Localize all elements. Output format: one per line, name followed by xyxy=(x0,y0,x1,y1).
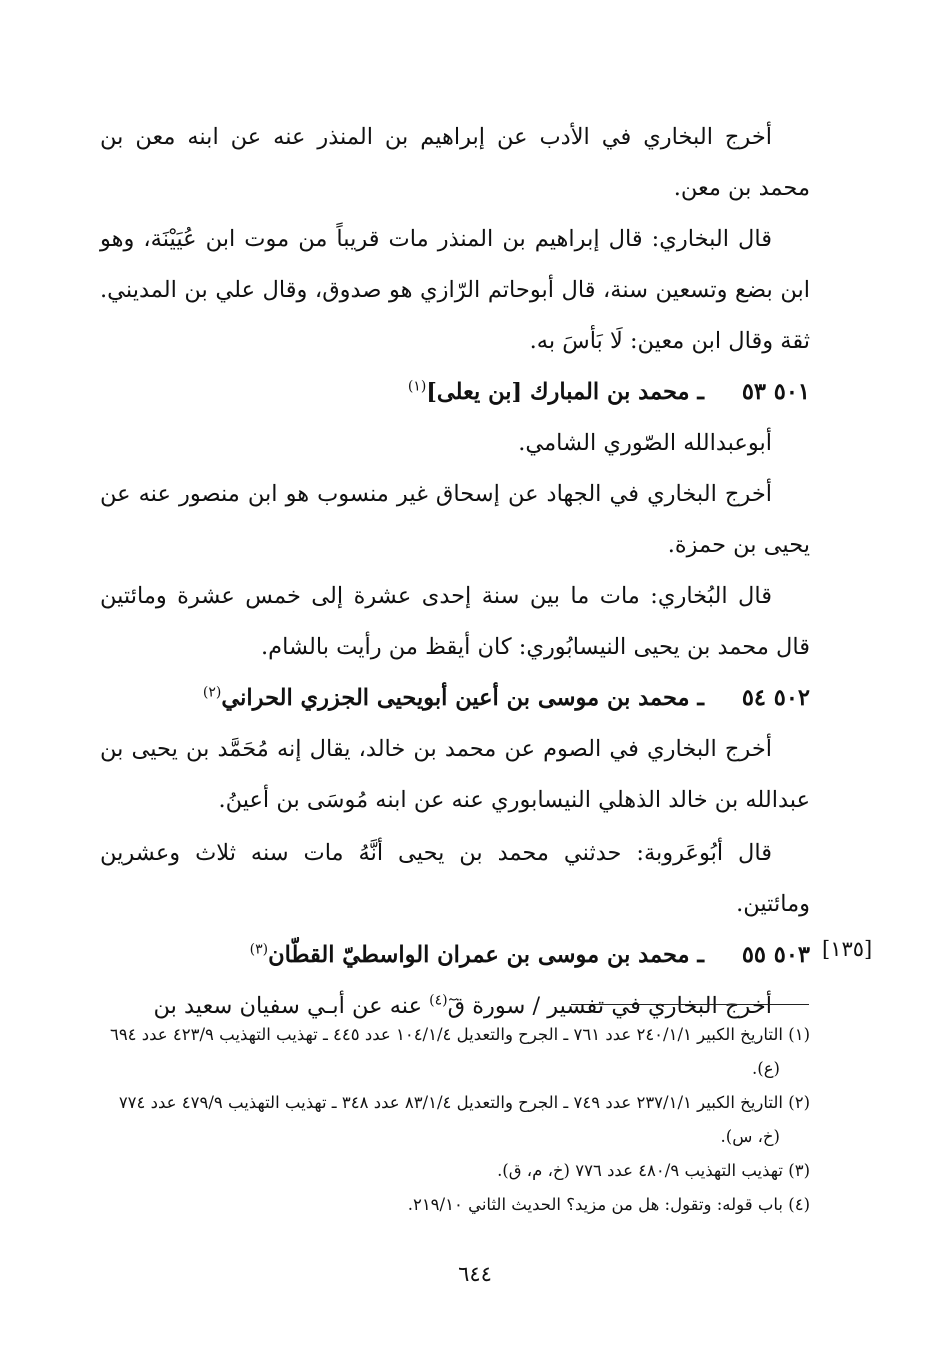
paragraph: أبوعبدالله الصّوري الشامي. xyxy=(518,430,772,456)
paragraph: أخرج البخاري في الأدب عن إبراهيم بن المنذر عنه عن ابنه معن بن محمد بن معن. xyxy=(100,124,810,201)
paragraph: قال أبُوعَروبة: حدثني محمد بن يحيى أنَّهُ مات سنه ثلاث وعشرين ومائتين. xyxy=(100,840,810,917)
paragraph: قال البُخاري: مات ما بين سنة إحدى عشرة إلى خمس عشرة ومائتين قال محمد بن يحيى النيسابُوري: كان أيقظ من رأيت بالشام. xyxy=(100,583,810,660)
biography-entry-heading xyxy=(100,930,810,981)
entry-number: ٥٠١ xyxy=(773,379,810,405)
paragraph: قال البخاري: قال إبراهيم بن المنذر مات قريباً من موت ابن عُيَيْنَة، وهو ابن بضع وتسعين سنة، قال أبوحاتم الرّازي هو صدوق، وقال علي بن المديني. ثقة وقال ابن معين: لَا بَأسَ به. xyxy=(100,226,810,354)
footnote: (٢) التاريخ الكبير ٢٣٧/١/١ عدد ٧٤٩ ـ الجرح والتعديل ٨٣/١/٤ عدد ٣٤٨ ـ تهذيب التهذيب ٤٧٩/٩ عدد ٧٧٤ (خ، س). xyxy=(118,1093,810,1146)
paragraph: أخرج البخاري في الجهاد عن إسحاق غير منسوب هو ابن منصور عنه عن يحيى بن حمزة. xyxy=(100,481,810,558)
footnote: (٣) تهذيب التهذيب ٤٨٠/٩ عدد ٧٧٦ (خ، م، ق). xyxy=(497,1161,810,1180)
biography-entry-heading xyxy=(100,367,810,418)
entry-name: ـ محمد بن موسى بن أعين أبويحيى الجزري الحراني$^{(٢)}$ xyxy=(202,684,704,711)
entry-number: ٥٠٢ xyxy=(773,685,810,711)
footnote-ref: (١) xyxy=(407,378,427,395)
footnote-divider xyxy=(571,1004,809,1005)
manuscript-folio-marker: [١٣٥] xyxy=(822,937,873,961)
entry-sub-number: ٥٤ xyxy=(741,685,766,711)
footnote-ref: (٢) xyxy=(202,684,222,701)
entry-name: ـ محمد بن المبارك [بن يعلى]$^{(١)}$ xyxy=(407,378,704,405)
footnotes xyxy=(100,1018,810,1222)
entry-name: ـ محمد بن موسى بن عمران الواسطيّ القطّان$^{(٣)}$ xyxy=(249,941,704,968)
footnote-ref: (٤) xyxy=(429,992,448,1009)
footnote: (٤) باب قوله: وتقول: هل من مزيد؟ الحديث الثاني ٢١٩/١٠. xyxy=(407,1195,810,1214)
main-text xyxy=(100,112,810,1032)
paragraph: أخرج البخاري في الصوم عن محمد بن خالد، يقال إنه مُحَمَّد بن يحيى بن عبدالله بن خالد الذهلي النيسابوري عنه عن ابنه مُوسَى بن أعينُ. xyxy=(100,736,810,813)
entry-sub-number: ٥٣ xyxy=(741,379,766,405)
entry-sub-number: ٥٥ xyxy=(741,942,766,968)
page-number: ٦٤٤ xyxy=(458,1262,492,1286)
biography-entry-heading xyxy=(100,673,810,724)
footnote: (١) التاريخ الكبير ٢٤٠/١/١ عدد ٧٦١ ـ الجرح والتعديل ١٠٤/١/٤ عدد ٤٤٥ ـ تهذيب التهذيب ٤٢٣/٩ عدد ٦٩٤ (ع). xyxy=(109,1025,810,1078)
footnote-ref: (٣) xyxy=(249,941,269,958)
entry-number: ٥٠٣ xyxy=(773,942,810,968)
paragraph: أخرج البخاري في تفسير / سورة قٓ$^{(٤)}$ عنه عن أبـي سفيان سعيد بن xyxy=(153,992,772,1019)
